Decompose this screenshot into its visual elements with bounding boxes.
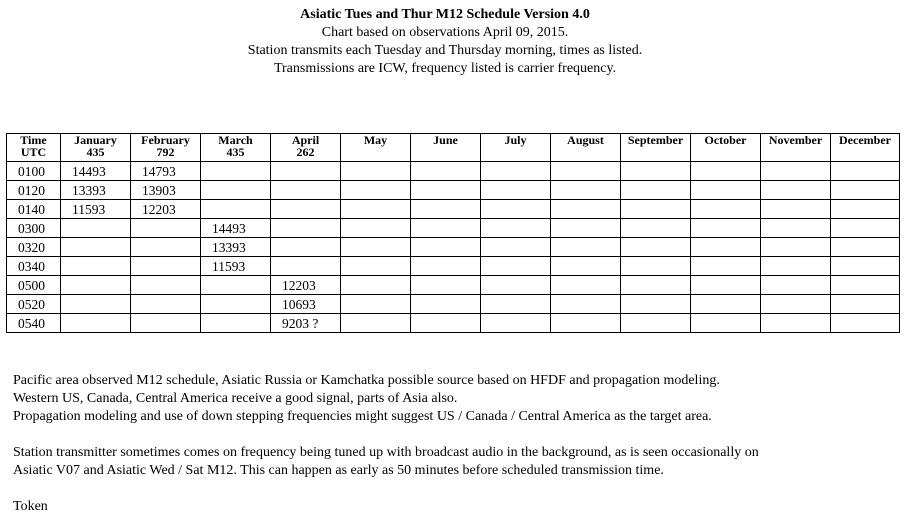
time-cell: 0340 xyxy=(7,257,61,276)
column-header-sub: 792 xyxy=(156,145,175,159)
frequency-cell xyxy=(761,295,831,314)
column-header-label: January xyxy=(74,133,117,147)
frequency-cell xyxy=(621,276,691,295)
frequency-cell xyxy=(551,162,621,181)
frequency-cell xyxy=(831,295,900,314)
frequency-cell xyxy=(131,219,201,238)
frequency-cell xyxy=(201,314,271,333)
frequency-cell xyxy=(131,238,201,257)
frequency-cell xyxy=(411,314,481,333)
frequency-cell xyxy=(411,257,481,276)
frequency-cell xyxy=(621,200,691,219)
time-cell: 0140 xyxy=(7,200,61,219)
frequency-cell xyxy=(831,238,900,257)
frequency-cell xyxy=(481,238,551,257)
frequency-cell xyxy=(621,238,691,257)
time-cell: 0540 xyxy=(7,314,61,333)
frequency-cell xyxy=(411,238,481,257)
frequency-cell xyxy=(481,257,551,276)
time-cell: 0500 xyxy=(7,276,61,295)
frequency-cell xyxy=(201,200,271,219)
frequency-cell xyxy=(61,276,131,295)
frequency-cell xyxy=(621,219,691,238)
document-header xyxy=(0,6,890,78)
note-line: Propagation modeling and use of down stepping frequencies might suggest US / Canada / Central America as the target area. xyxy=(13,409,712,424)
frequency-cell xyxy=(131,295,201,314)
frequency-cell xyxy=(691,276,761,295)
frequency-cell xyxy=(691,200,761,219)
column-header-march xyxy=(201,134,271,162)
frequency-cell xyxy=(481,276,551,295)
column-header-november xyxy=(761,134,831,162)
frequency-cell xyxy=(831,219,900,238)
table-row xyxy=(7,276,900,295)
frequency-cell xyxy=(551,314,621,333)
column-header-september xyxy=(621,134,691,162)
time-cell: 0120 xyxy=(7,181,61,200)
frequency-cell: 12203 xyxy=(271,276,341,295)
frequency-cell: 13393 xyxy=(201,238,271,257)
header-line-observations: Chart based on observations April 09, 2015. xyxy=(321,25,569,40)
notes-section xyxy=(13,372,893,516)
frequency-cell xyxy=(411,181,481,200)
note-line: Asiatic V07 and Asiatic Wed / Sat M12. This can happen as early as 50 minutes before scheduled transmission time. xyxy=(13,463,664,478)
column-header-december xyxy=(831,134,900,162)
column-header-october xyxy=(691,134,761,162)
table-row xyxy=(7,181,900,200)
frequency-cell xyxy=(341,181,411,200)
table-body xyxy=(7,162,900,333)
table-header-row xyxy=(7,134,900,162)
frequency-cell xyxy=(201,162,271,181)
note-line: Station transmitter sometimes comes on frequency being tuned up with broadcast audio in the background, as is seen occasionally on xyxy=(13,445,759,460)
table-row xyxy=(7,295,900,314)
frequency-cell xyxy=(341,295,411,314)
frequency-cell xyxy=(61,219,131,238)
column-header-label: September xyxy=(627,133,684,147)
frequency-cell: 13393 xyxy=(61,181,131,200)
frequency-cell xyxy=(761,238,831,257)
frequency-cell xyxy=(411,295,481,314)
frequency-cell xyxy=(201,276,271,295)
column-header-label: April xyxy=(291,133,320,147)
frequency-cell xyxy=(551,181,621,200)
column-header-june xyxy=(411,134,481,162)
frequency-cell xyxy=(831,162,900,181)
note-line: Western US, Canada, Central America receive a good signal, parts of Asia also. xyxy=(13,391,458,406)
column-header-april xyxy=(271,134,341,162)
frequency-cell xyxy=(761,219,831,238)
frequency-cell xyxy=(761,200,831,219)
signature: Token xyxy=(13,499,48,514)
frequency-cell xyxy=(761,162,831,181)
column-header-label: October xyxy=(704,133,747,147)
frequency-cell: 14493 xyxy=(201,219,271,238)
frequency-cell: 10693 xyxy=(271,295,341,314)
column-header-may xyxy=(341,134,411,162)
column-header-label: November xyxy=(768,133,823,147)
frequency-cell xyxy=(551,257,621,276)
frequency-cell xyxy=(481,181,551,200)
column-header-january xyxy=(61,134,131,162)
frequency-cell xyxy=(341,200,411,219)
time-cell: 0300 xyxy=(7,219,61,238)
table-row xyxy=(7,257,900,276)
frequency-cell xyxy=(761,181,831,200)
frequency-cell xyxy=(271,200,341,219)
frequency-cell: 12203 xyxy=(131,200,201,219)
frequency-cell xyxy=(831,257,900,276)
time-cell: 0520 xyxy=(7,295,61,314)
frequency-cell xyxy=(411,200,481,219)
frequency-cell xyxy=(131,257,201,276)
column-header-label: December xyxy=(839,133,891,147)
frequency-cell xyxy=(831,276,900,295)
time-cell: 0320 xyxy=(7,238,61,257)
frequency-cell xyxy=(551,200,621,219)
frequency-cell xyxy=(481,314,551,333)
column-header-sub: 435 xyxy=(226,145,245,159)
column-header-july xyxy=(481,134,551,162)
frequency-cell xyxy=(481,162,551,181)
frequency-cell xyxy=(411,276,481,295)
frequency-cell xyxy=(201,295,271,314)
table-row xyxy=(7,314,900,333)
table-row xyxy=(7,219,900,238)
frequency-cell xyxy=(831,200,900,219)
frequency-cell xyxy=(691,238,761,257)
frequency-cell xyxy=(481,200,551,219)
frequency-cell xyxy=(621,181,691,200)
frequency-cell xyxy=(621,314,691,333)
frequency-cell xyxy=(131,314,201,333)
frequency-cell xyxy=(481,295,551,314)
frequency-cell xyxy=(481,219,551,238)
document-title: Asiatic Tues and Thur M12 Schedule Version 4.0 xyxy=(300,7,590,22)
column-header-label: March xyxy=(218,133,253,147)
frequency-cell xyxy=(271,181,341,200)
column-header-time xyxy=(7,134,61,162)
frequency-cell xyxy=(271,257,341,276)
frequency-cell: 14493 xyxy=(61,162,131,181)
frequency-cell xyxy=(61,295,131,314)
column-header-sub: UTC xyxy=(20,145,47,159)
frequency-cell xyxy=(61,314,131,333)
frequency-cell xyxy=(271,219,341,238)
frequency-cell: 9203 ? xyxy=(271,314,341,333)
frequency-cell xyxy=(691,162,761,181)
column-header-label: May xyxy=(363,133,388,147)
column-header-label: February xyxy=(141,133,190,147)
schedule-table xyxy=(6,133,900,333)
frequency-cell xyxy=(621,295,691,314)
frequency-cell xyxy=(691,257,761,276)
column-header-label: August xyxy=(567,133,604,147)
frequency-cell xyxy=(341,219,411,238)
frequency-cell xyxy=(341,314,411,333)
frequency-cell xyxy=(691,219,761,238)
frequency-cell xyxy=(271,238,341,257)
frequency-cell xyxy=(551,295,621,314)
frequency-cell xyxy=(761,257,831,276)
frequency-cell xyxy=(341,257,411,276)
note-line: Pacific area observed M12 schedule, Asiatic Russia or Kamchatka possible source based on HFDF and propagation modeling. xyxy=(13,373,720,388)
frequency-cell xyxy=(341,238,411,257)
header-line-icw-note: Transmissions are ICW, frequency listed is carrier frequency. xyxy=(273,61,617,76)
column-header-label: July xyxy=(504,133,527,147)
frequency-cell xyxy=(621,162,691,181)
frequency-cell: 13903 xyxy=(131,181,201,200)
frequency-cell xyxy=(551,276,621,295)
time-cell: 0100 xyxy=(7,162,61,181)
table-row xyxy=(7,162,900,181)
frequency-cell xyxy=(691,181,761,200)
frequency-cell xyxy=(761,314,831,333)
frequency-cell xyxy=(61,238,131,257)
frequency-cell xyxy=(61,257,131,276)
frequency-cell: 11593 xyxy=(61,200,131,219)
table-row xyxy=(7,238,900,257)
column-header-label: June xyxy=(433,133,458,147)
frequency-cell xyxy=(551,238,621,257)
frequency-cell xyxy=(341,276,411,295)
column-header-label: Time xyxy=(20,133,47,147)
frequency-cell xyxy=(271,162,341,181)
frequency-cell xyxy=(131,276,201,295)
frequency-cell xyxy=(411,219,481,238)
column-header-february xyxy=(131,134,201,162)
header-line-transmit-days: Station transmits each Tuesday and Thursday morning, times as listed. xyxy=(247,43,643,58)
frequency-cell xyxy=(621,257,691,276)
frequency-cell xyxy=(691,295,761,314)
frequency-cell xyxy=(691,314,761,333)
frequency-cell: 11593 xyxy=(201,257,271,276)
column-header-sub: 262 xyxy=(296,145,315,159)
column-header-august xyxy=(551,134,621,162)
table-row xyxy=(7,200,900,219)
column-header-sub: 435 xyxy=(86,145,105,159)
frequency-cell xyxy=(411,162,481,181)
frequency-cell xyxy=(831,181,900,200)
frequency-cell xyxy=(551,219,621,238)
frequency-cell xyxy=(341,162,411,181)
frequency-cell xyxy=(831,314,900,333)
frequency-cell xyxy=(201,181,271,200)
frequency-cell xyxy=(761,276,831,295)
frequency-cell: 14793 xyxy=(131,162,201,181)
